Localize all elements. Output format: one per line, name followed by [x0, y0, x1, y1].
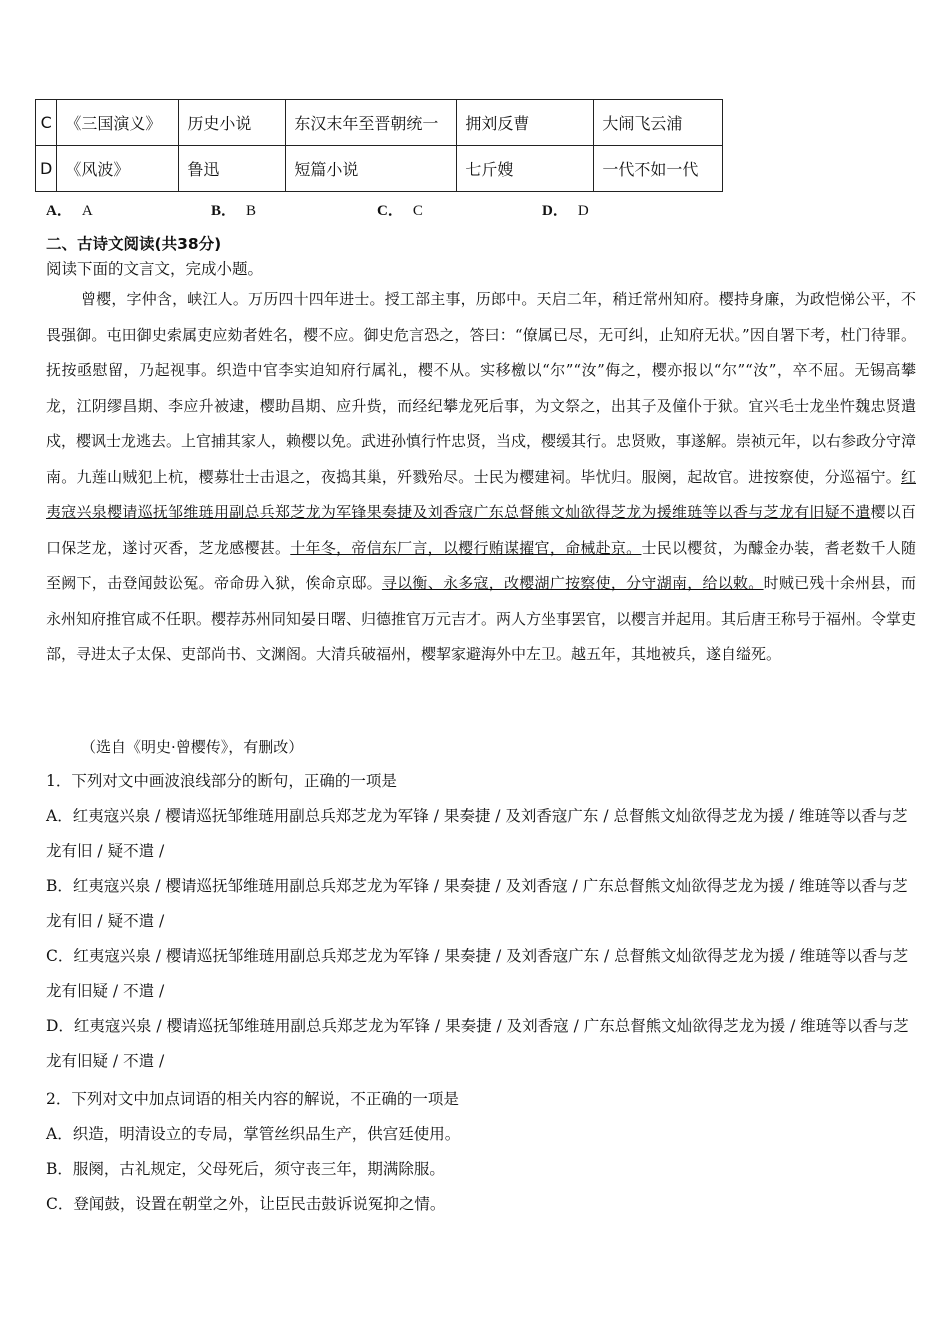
- passage-text: 曾樱，字仲含，峡江人。万历四十四年进士。授工部主事，历郎中。天启二年，稍迁常州知府。樱持身廉，为政恺悌公平，不畏强御。屯田御史索属吏应劾者姓名，樱不应。御史危言恐之，答曰：“僚属已尽，无可纠，止知府无状。”因自署下考，杜门待罪。抚按亟慰留，乃起视事。织造中官李实迫知府行属礼，樱不从。实移檄以“尔”“汝”侮之，樱亦报以“尔”“汝”，卒不屈。无锡高攀龙，江阴缪昌期、李应升被逮，樱助昌期、应升赀，而经纪攀龙死后事，为文祭之，出其子及僮仆于狱。宜兴毛士龙坐忤魏忠贤遣戍，樱讽士龙逃去。上官捕其家人，赖樱以免。武进孙慎行忤忠贤，当戍，樱缓其行。忠贤败，事遂解。崇祯元年，以右参政分守漳南。九莲山贼犯上杭，樱募壮士击退之，夜捣其巢，歼戮殆尽。士民为樱建祠。毕忧归。服阕，起故官。进按察使，分巡福宁。: [46, 290, 917, 486]
- option-value: B: [246, 203, 257, 219]
- question-1: [46, 764, 916, 1079]
- question-2: [46, 1082, 916, 1222]
- option-value: A: [81, 203, 93, 219]
- underlined-sentence: 十年冬，帝信东厂言，以樱行贿谋擢官，命械赴京。: [290, 538, 642, 557]
- table-row: [36, 100, 723, 146]
- underlined-sentence: 红夷寇兴泉樱请巡抚邹维琏用副总兵郑芝龙为军锋果奏捷及刘香寇广东总督熊文灿欲得芝龙为援维琏等以香与芝龙有旧疑不遣: [46, 467, 916, 521]
- era-cell: 短篇小说: [286, 146, 457, 192]
- work-cell: 《风波》: [57, 146, 179, 192]
- episode-cell: 一代不如一代: [594, 146, 723, 192]
- choice-b[interactable]: B．服阕，古礼规定，父母死后，须守丧三年，期满除服。: [46, 1160, 445, 1178]
- row-letter: C: [36, 100, 57, 146]
- episode-cell: 大闹飞云浦: [594, 100, 723, 146]
- choice-c[interactable]: C．登闻鼓，设置在朝堂之外，让臣民击鼓诉说冤抑之情。: [46, 1195, 446, 1213]
- choice-a[interactable]: A．红夷寇兴泉 / 樱请巡抚邹维琏用副总兵郑芝龙为军锋 / 果奏捷 / 及刘香寇广东 / 总督熊文灿欲得芝龙为援 / 维琏等以香与芝龙有旧 / 疑不遣 /: [46, 807, 908, 860]
- option-b[interactable]: [211, 199, 256, 220]
- genre-cell: 鲁迅: [179, 146, 286, 192]
- underlined-sentence: 寻以衡、永多寇，改樱湖广按察使，分守湖南，给以敕。: [381, 574, 764, 592]
- instruction: 阅读下面的文言文，完成小题。: [46, 260, 264, 278]
- option-label: B．: [211, 203, 237, 219]
- option-value: D: [577, 203, 589, 219]
- passage-text: 樱以百口保芝龙，遂讨灭香，芝龙感樱甚。: [46, 503, 916, 557]
- work-cell: 《三国演义》: [57, 100, 179, 146]
- option-label: A．: [46, 203, 72, 219]
- option-value: C: [412, 203, 423, 219]
- option-label: C．: [377, 203, 403, 219]
- era-cell: 东汉末年至晋朝统一: [286, 100, 457, 146]
- choice-a[interactable]: A．织造，明清设立的专局，掌管丝织品生产，供宫廷使用。: [46, 1125, 461, 1143]
- option-c[interactable]: [377, 199, 423, 220]
- theme-cell: 七斤嫂: [457, 146, 594, 192]
- question-stem: 2．下列对文中加点词语的相关内容的解说，不正确的一项是: [46, 1090, 459, 1108]
- passage-source: （选自《明史·曾樱传》，有删改）: [81, 738, 304, 756]
- choice-c[interactable]: C．红夷寇兴泉 / 樱请巡抚邹维琏用副总兵郑芝龙为军锋 / 果奏捷 / 及刘香寇广东 / 总督熊文灿欲得芝龙为援 / 维琏等以香与芝龙有旧疑 / 不遣 /: [46, 947, 909, 1000]
- genre-cell: 历史小说: [179, 100, 286, 146]
- question-stem: 1．下列对文中画波浪线部分的断句，正确的一项是: [46, 772, 397, 790]
- passage: [46, 282, 916, 673]
- choice-d[interactable]: D．红夷寇兴泉 / 樱请巡抚邹维琏用副总兵郑芝龙为军锋 / 果奏捷 / 及刘香寇 / 广东总督熊文灿欲得芝龙为援 / 维琏等以香与芝龙有旧疑 / 不遣 /: [46, 1017, 909, 1070]
- option-d[interactable]: [542, 199, 589, 220]
- choice-b[interactable]: B．红夷寇兴泉 / 樱请巡抚邹维琏用副总兵郑芝龙为军锋 / 果奏捷 / 及刘香寇 / 广东总督熊文灿欲得芝龙为援 / 维琏等以香与芝龙有旧 / 疑不遣 /: [46, 877, 908, 930]
- passage-text: 时贼已残十余州县，而永州知府推官咸不任职。樱荐苏州同知晏日曙、归德推官万元吉才。两人方坐事罢官，以樱言并起用。其后唐王称号于福州。令掌吏部，寻进太子太保、吏部尚书、文渊阁。大清兵破福州，樱挈家避海外中左卫。越五年，其地被兵，遂自缢死。: [46, 574, 917, 663]
- section-title: 二、古诗文阅读(共38分): [46, 235, 222, 253]
- theme-cell: 拥刘反曹: [457, 100, 594, 146]
- table-row: [36, 146, 723, 192]
- option-a[interactable]: [46, 199, 93, 220]
- answer-table: [35, 99, 723, 192]
- row-letter: D: [36, 146, 57, 192]
- option-label: D．: [542, 203, 568, 219]
- passage-text: 士民以樱贫，为醵金办装，耆老数千人随至阙下，击登闻鼓讼冤。帝命毋入狱，俟命京邸。: [46, 538, 916, 592]
